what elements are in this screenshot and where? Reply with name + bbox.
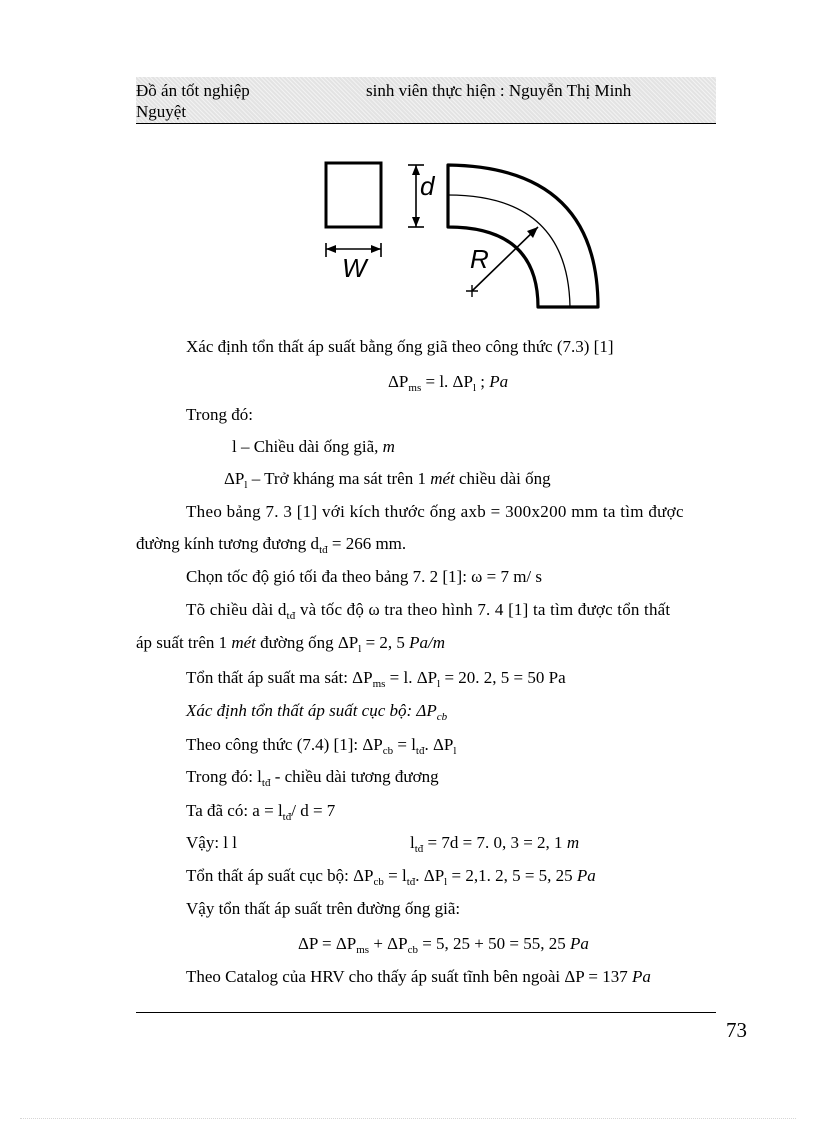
footer-rule [136, 1012, 716, 1013]
duct-cross-section [326, 163, 381, 227]
paragraph-catalog: Theo Catalog của HRV cho thấy áp suất tĩnh bên ngoài ΔP = 137 Pa [186, 967, 651, 986]
definition-length: l – Chiều dài ống giã, m [232, 437, 395, 456]
duct-elbow-figure [320, 155, 620, 315]
paragraph-equivalent-diameter: đường kính tương đương $d_{tđ} = 266$ mm. [136, 534, 407, 556]
paragraph-local-loss-value: Tổn thất áp suất cục bộ: $\Delta P_{cb} = l_{tđ}$. $\Delta P_l = 2,1$. 2, 5 = 5, 25 Pa [186, 866, 596, 888]
equation-total-loss: $\Delta P = \Delta P_{ms} + \Delta P_{cb} = 5$, 25 + 50 = 55, 25 Pa [298, 934, 589, 956]
header-student: sinh viên thực hiện : Nguyễn Thị Minh [366, 81, 632, 100]
paragraph-air-speed: Chọn tốc độ gió tối đa theo bảng 7. 2 [1]: ω = 7 m/ s [186, 567, 543, 586]
equation-friction-loss: $\Delta P_{ms} = l$. $\Delta P_l$ ; Pa [388, 372, 509, 394]
elbow-centerline [448, 195, 570, 307]
definition-equivalent-length: Trong đó: $l_{tđ}$ - chiều dài tương đương [186, 767, 439, 789]
page-number: 73 [726, 1018, 747, 1042]
paragraph-so-label: Vậy: l l [186, 833, 237, 852]
label-r: R [470, 244, 489, 274]
subheading-local-loss: Xác định tổn thất áp suất cục bộ: $\Delta P_{cb}$ [186, 701, 448, 723]
page-bottom-border [20, 1118, 796, 1119]
paragraph-total-intro: Vậy tổn thất áp suất trên đường ống giã: [186, 899, 461, 918]
where-label: Trong đó: [186, 405, 253, 424]
header-thesis-title: Đồ án tốt nghiệp [136, 81, 250, 100]
paragraph-intro: Xác định tổn thất áp suất bằng ống giã theo công thức (7.3) [1] [186, 337, 614, 356]
header-student-continued: Nguyệt [136, 102, 187, 121]
paragraph-chart-lookup: Tõ chiều dài $d_{tđ}$ và tốc độ ω tra theo hình 7. 4 [1] ta tìm được tổn thất [186, 600, 671, 622]
paragraph-table-lookup: Theo bảng 7. 3 [1] với kích thước ống axb = 300x200 mm ta tìm được [186, 502, 684, 521]
elbow-outline [448, 165, 598, 307]
paragraph-friction-loss: Tổn thất áp suất ma sát: $\Delta P_{ms} = l$. $\Delta P_l = 20$. 2, 5 = 50 Pa [186, 668, 566, 690]
equation-local-loss: Theo công thức (7.4) [1]: $\Delta P_{cb} = l_{tđ}$. $\Delta P_l$ [186, 735, 457, 757]
paragraph-ratio: Ta đã có: $a = l_{tđ}/$ d = 7 [186, 801, 336, 823]
definition-resistance: $\Delta P_l$ – Trở kháng ma sát trên 1 mét chiều dài ống [224, 469, 551, 491]
page-header [136, 77, 716, 124]
label-w: W [342, 253, 367, 283]
equation-equivalent-length: $l_{tđ} = 7d = 7$. 0, 3 = 2, 1 m [410, 833, 580, 855]
paragraph-loss-per-meter: áp suất trên 1 mét đường ống $\Delta P_l = 2$, 5 Pa/m [136, 633, 446, 655]
label-d: d [420, 171, 435, 201]
